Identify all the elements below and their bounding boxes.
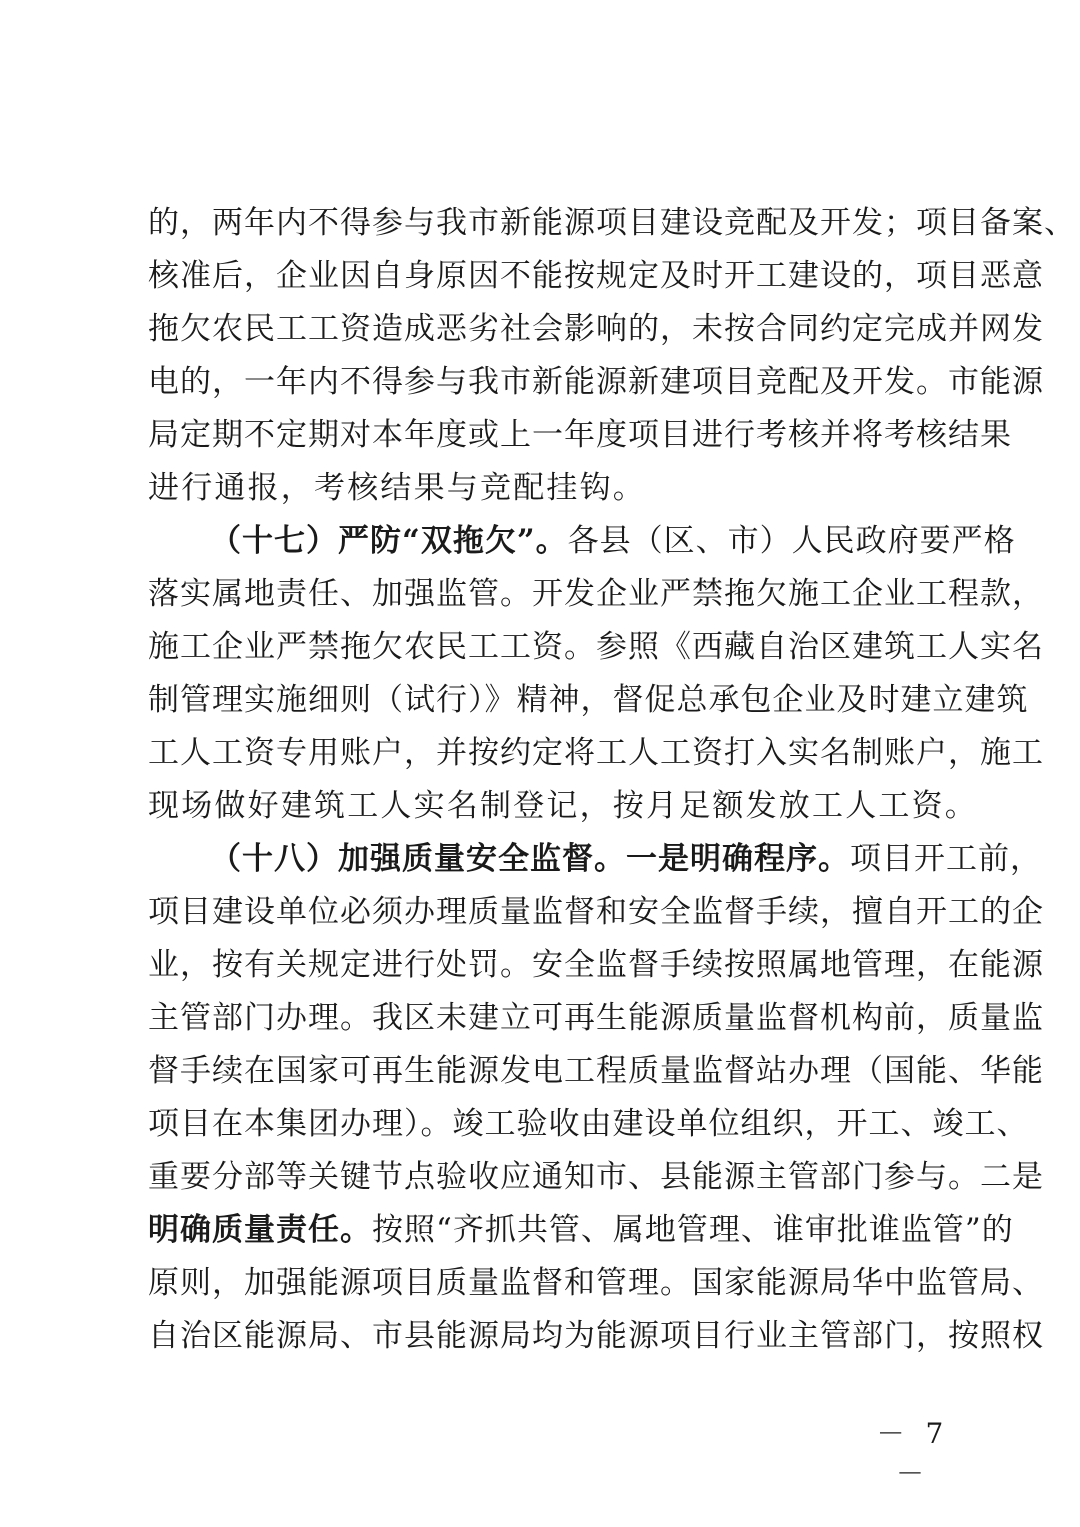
section-heading-seventeen: （十七）严防“双拖欠”。 (210, 523, 568, 559)
body-text-line: 进行通报，考核结果与竞配挂钩。 (148, 470, 646, 506)
section-heading-eighteen: （十八）加强质量安全监督。一是明确程序。 (210, 841, 850, 877)
body-text-line: 原则，加强能源项目质量监督和管理。国家能源局华中监管局、 (148, 1265, 1044, 1301)
body-text-line: 现场做好建筑工人实名制登记，按月足额发放工人工资。 (148, 788, 978, 824)
section-first-line (148, 512, 1016, 570)
body-text-line: 业，按有关规定进行处罚。安全监督手续按照属地管理，在能源 (148, 947, 1044, 983)
body-text: 项目开工前， (850, 841, 1042, 877)
body-text: 按照“齐抓共管、属地管理、谁审批谁监管”的 (372, 1212, 1014, 1248)
body-text-line-with-bold (148, 1201, 1014, 1259)
body-text-line: 督手续在国家可再生能源发电工程质量监督站办理（国能、华能 (148, 1053, 1044, 1089)
body-text-line: 局定期不定期对本年度或上一年度项目进行考核并将考核结果 (148, 417, 1012, 453)
body-text-line: 拖欠农民工工资造成恶劣社会影响的，未按合同约定完成并网发 (148, 311, 1044, 347)
body-text-line: 的，两年内不得参与我市新能源项目建设竞配及开发；项目备案、 (148, 205, 1076, 241)
body-text-line: 核准后，企业因自身原因不能按规定及时开工建设的，项目恶意 (148, 258, 1044, 294)
body-text-line: 项目在本集团办理）。竣工验收由建设单位组织，开工、竣工、 (148, 1106, 1029, 1142)
body-text-line: 项目建设单位必须办理质量监督和安全监督手续，擅自开工的企 (148, 894, 1044, 930)
subheading-quality-responsibility: 明确质量责任。 (148, 1212, 372, 1248)
body-text-line: 主管部门办理。我区未建立可再生能源质量监督机构前，质量监 (148, 1000, 1044, 1036)
page-number: － 7 － (876, 1417, 950, 1490)
body-text: 各县（区、市）人民政府要严格 (567, 523, 1016, 559)
body-text-line: 施工企业严禁拖欠农民工工资。参照《西藏自治区建筑工人实名 (148, 629, 1044, 665)
body-text-line: 工人工资专用账户，并按约定将工人工资打入实名制账户，施工 (148, 735, 1044, 771)
body-text-line: 落实属地责任、加强监管。开发企业严禁拖欠施工企业工程款， (148, 576, 1044, 612)
section-first-line (148, 830, 1042, 888)
body-text-line: 重要分部等关键节点验收应通知市、县能源主管部门参与。二是 (148, 1159, 1044, 1195)
body-text-line: 制管理实施细则（试行）》精神，督促总承包企业及时建立建筑 (148, 682, 1029, 718)
body-text-line: 电的，一年内不得参与我市新能源新建项目竞配及开发。市能源 (148, 364, 1044, 400)
body-text-line: 自治区能源局、市县能源局均为能源项目行业主管部门，按照权 (148, 1318, 1044, 1354)
